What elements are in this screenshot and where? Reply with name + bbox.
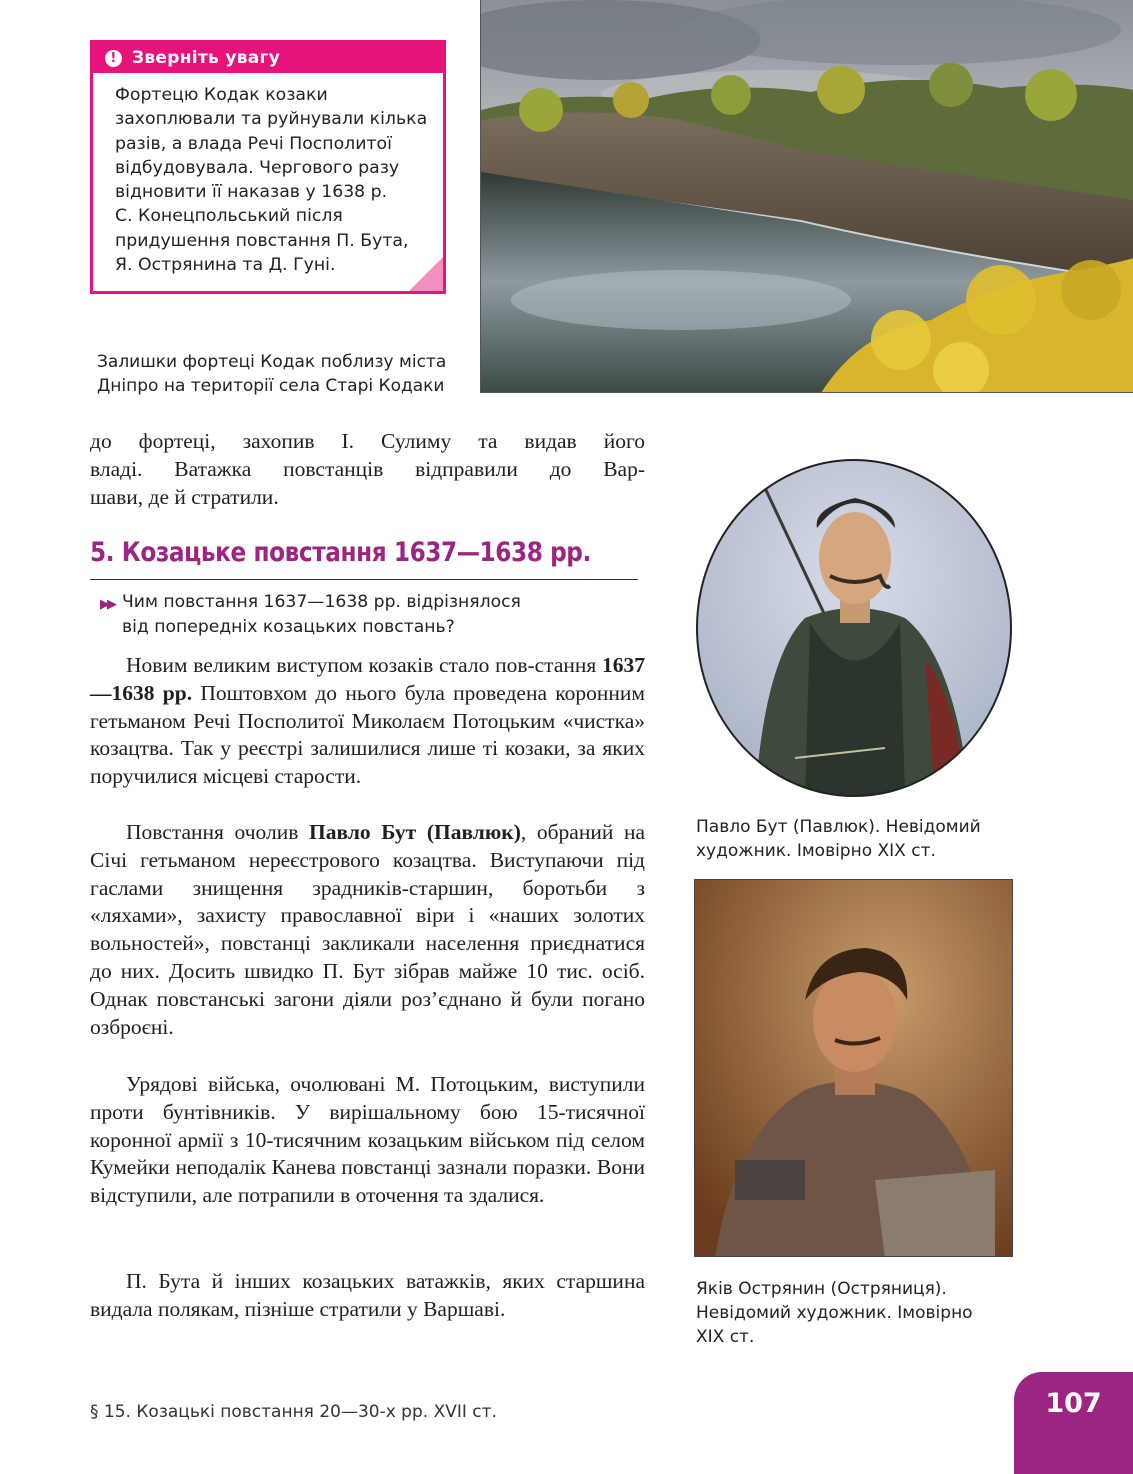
page-number: 107 (1014, 1372, 1133, 1474)
section-question (100, 590, 640, 639)
attention-note-header (93, 43, 443, 73)
yakiv-ostrianyn-portrait (694, 879, 1013, 1257)
kodak-fortress-photo (480, 0, 1133, 393)
double-arrow-icon: ▶▶ (100, 597, 114, 612)
question-line: від попередніх козацьких повстань? (122, 616, 455, 637)
photo-caption-line: Дніпро на території села Старі Кодаки (97, 376, 445, 396)
portrait2-caption-line: XIX ст. (696, 1327, 755, 1347)
photo-caption-line: Залишки фортеці Кодак поблизу міста (97, 352, 447, 372)
intro-line: до фортеці, захопив І. Сулиму та видав його (90, 429, 645, 453)
note-line: придушення повстання П. Бута, (115, 230, 409, 251)
p3-text: Урядові війська, очолювані М. Потоцьким, виступили проти бунтівників. У вирішальному бою 15-тисячної коронної армії з 10-тисячним козацьким військом під селом Кумейки неподалік Канева повстанці зазнали поразки. Вони відступили, але потрапили в оточення та здалися. (90, 1072, 645, 1208)
note-line: Фортецю Кодак козаки (115, 85, 328, 105)
note-line: С. Конецпольський після (115, 206, 343, 227)
p2-text-b: , обраний на Січі гетьманом нереєстрового козацтва. Виступаючи під гаслами знищення зрадників-старшин, боротьби з «ляхами», захисту православної віри і «наших золотих вольностей», повстанці закликали населення приєднатися до них. Досить швидко П. Бут зібрав майже 10 тис. осіб. Однак повстанські загони діяли роз’єднано й були погано озброєні. (90, 820, 645, 1039)
p2-bold: Павло Бут (Павлюк) (309, 820, 521, 844)
body-paragraph-3 (90, 1071, 645, 1210)
pavlo-but-portrait (695, 458, 1013, 798)
attention-note-title: Зверніть увагу (132, 48, 281, 68)
p4-text: П. Бута й інших козацьких ватажків, яких старшина видала полякам, пізніше стратили у Варшаві. (90, 1269, 645, 1321)
portrait1-caption (696, 815, 981, 863)
portrait2-caption-line: Яків Острянин (Остряниця). (696, 1279, 947, 1299)
note-line: відбудовувала. Чергового разу (115, 157, 400, 178)
section-title: 5. Козацьке повстання 1637—1638 рр. (90, 537, 591, 568)
question-line: Чим повстання 1637—1638 рр. відрізнялося (122, 592, 521, 612)
p2-text-a: Повстання очолив (126, 820, 310, 844)
body-paragraph-4 (90, 1268, 645, 1324)
attention-note-text (93, 73, 443, 277)
portrait2-caption-line: Невідомий художник. Імовірно (696, 1303, 973, 1323)
portrait1-caption-line: Павло Бут (Павлюк). Невідомий (696, 817, 981, 837)
note-corner-decoration (409, 257, 443, 291)
photo-caption (97, 350, 446, 398)
p1-text-a: Новим великим виступом козаків стало пов-стання (126, 653, 602, 677)
exclamation-icon: ! (105, 50, 122, 67)
body-paragraph-1 (90, 652, 645, 791)
intro-line: шави, де й стратили. (90, 484, 279, 509)
p1-bold: 1637—1638 рр. (90, 653, 645, 705)
intro-line: владі. Ватажка повстанців відправили до Вар- (90, 456, 645, 481)
portrait2-caption (696, 1277, 973, 1349)
body-paragraph-2 (90, 819, 645, 1041)
attention-note (90, 40, 446, 294)
section-divider (90, 579, 638, 580)
footer-section-ref: § 15. Козацькі повстання 20—30-х рр. XVII ст. (90, 1402, 497, 1422)
intro-paragraph (90, 428, 645, 511)
note-line: разів, а влада Речі Посполитої (115, 133, 392, 154)
portrait1-caption-line: художник. Імовірно XIX ст. (696, 841, 936, 861)
note-line: Я. Острянина та Д. Гуні. (115, 255, 336, 276)
note-line: відновити її наказав у 1638 р. (115, 182, 388, 203)
note-line: захоплювали та руйнували кілька (115, 109, 428, 130)
p1-text-b: Поштовхом до нього була проведена коронним гетьманом Речі Посполитої Миколаєм Потоцьким «чистка» козацтва. Так у реєстрі залишилися лише ті козаки, за яких поручилися місцеві старости. (90, 680, 645, 789)
